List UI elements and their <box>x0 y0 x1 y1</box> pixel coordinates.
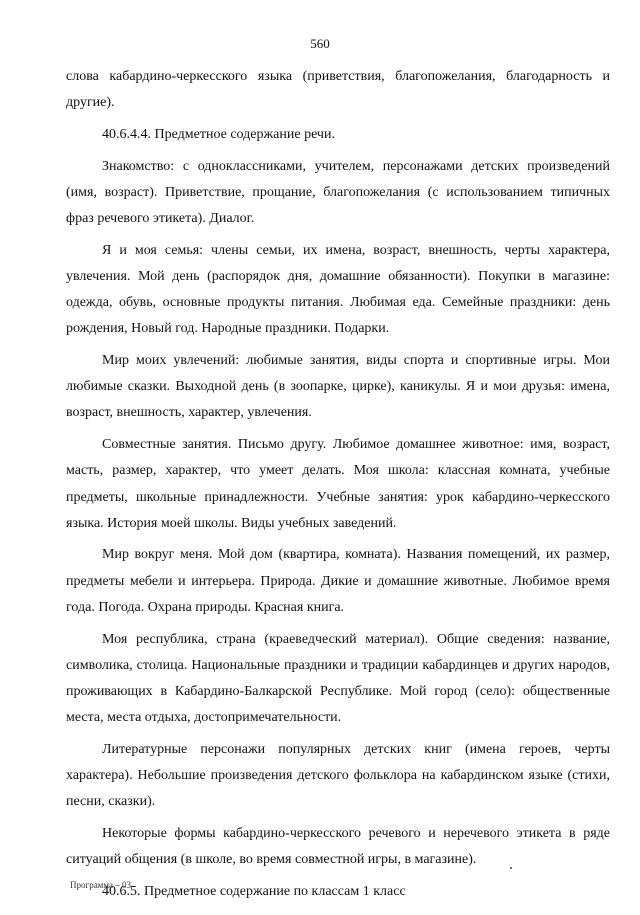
section-heading-40-6-4-4: 40.6.4.4. Предметное содержание речи. <box>102 126 335 142</box>
paragraph-world-around: Мир вокруг меня. Мой дом (квартира, комната). Названия помещений, их размер, предметы мебели и интерьера. Природа. Дикие и домашние животные. Любимое время года. Погода. Охрана природы. Красная книга. <box>66 547 610 615</box>
body-text <box>66 64 610 911</box>
paragraph-hobbies: Мир моих увлечений: любимые занятия, виды спорта и спортивные игры. Мои любимые сказки. Выходной день (в зоопарке, цирке), каникулы. Я и мои друзья: имена, возраст, внешность, характер, увлечения. <box>66 353 610 421</box>
paragraph-etiquette: Некоторые формы кабардино-черкесского речевого и неречевого этикета в ряде ситуаций общения (в школе, во время совместной игры, в магазине). <box>66 825 610 868</box>
page-number: 560 <box>310 36 330 51</box>
paragraph-continuation: слова кабардино-черкесского языка (приветствия, благопожелания, благодарность и другие). <box>66 69 610 111</box>
section-heading-40-6-5: 40.6.5. Предметное содержание по классам 1 класс <box>102 883 406 899</box>
paragraph-republic: Моя республика, страна (краеведческий материал). Общие сведения: название, символика, столица. Национальные праздники и традиции кабардинцев и других народов, проживающих в Кабардино-Балкарской Республике. Мой город (село): общественные места, места отдыха, достопримечательности. <box>66 631 610 726</box>
paragraph-joint-activities: Совместные занятия. Письмо другу. Любимое домашнее животное: имя, возраст, масть, размер, характер, что умеет делать. Моя школа: классная комната, учебные предметы, школьные принадлежности. Учебные занятия: урок кабардино-черкесского языка. История моей школы. Виды учебных заведений. <box>66 437 610 531</box>
paragraph-literary-characters: Литературные персонажи популярных детских книг (имена героев, черты характера). Небольшие произведения детского фольклора на кабардинском языке (стихи, песни, сказки). <box>66 741 610 810</box>
paragraph-acquaintance: Знакомство: с одноклассниками, учителем, персонажами детских произведений (имя, возраст). Приветствие, прощание, благопожелания (с использованием типичных фраз речевого этикета). Диалог. <box>66 158 610 227</box>
scan-speck <box>510 867 512 869</box>
paragraph-family: Я и моя семья: члены семьи, их имена, возраст, внешность, черты характера, увлечения. Мой день (распорядок дня, домашние обязанности). Покупки в магазине: одежда, обувь, основные продукты питания. Любимая еда. Семейные праздники: день рождения, Новый год. Народные праздники. Подарки. <box>66 242 610 337</box>
footer-label: Программа – 03 <box>70 880 132 890</box>
